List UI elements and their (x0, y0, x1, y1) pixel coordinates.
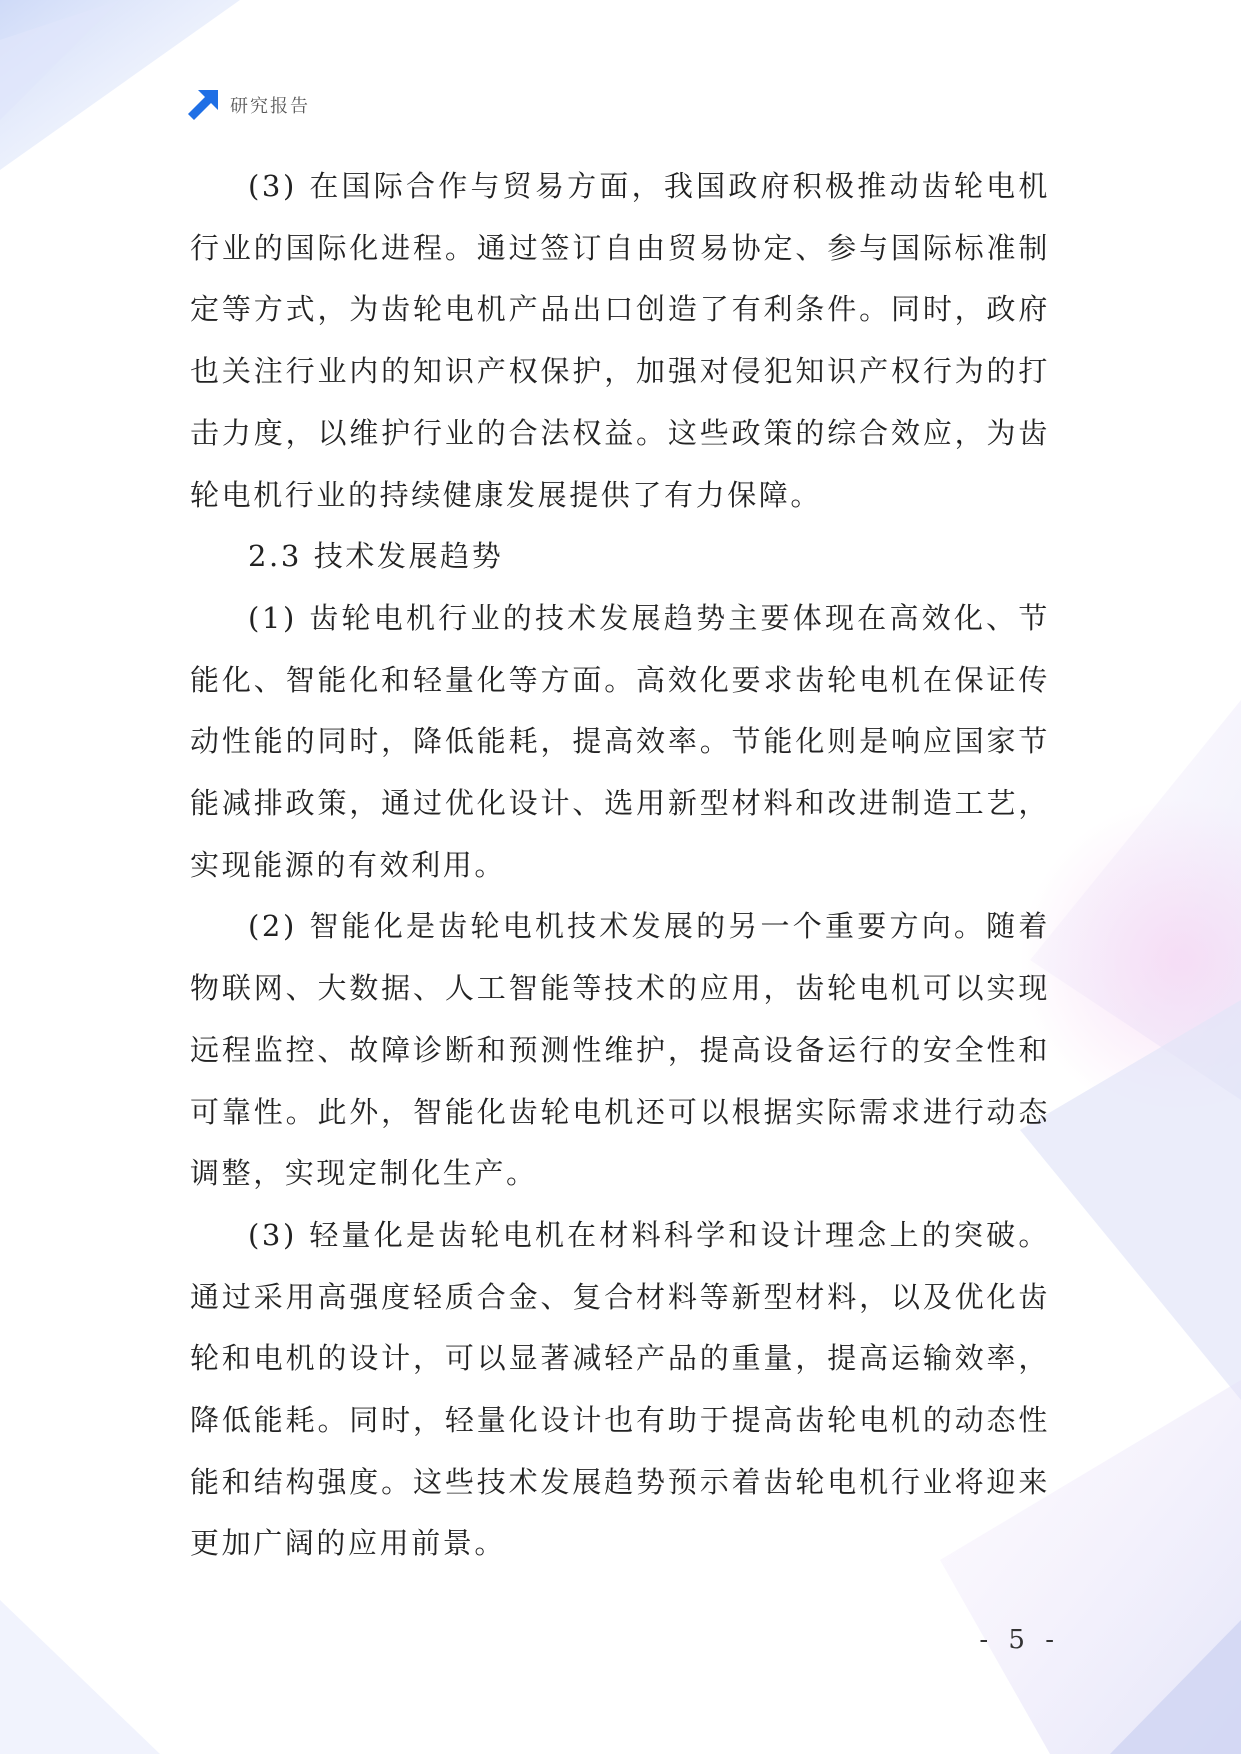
header-label: 研究报告 (230, 96, 310, 117)
arrow-up-right-icon (186, 88, 220, 122)
paragraph-trend-1: (1) 齿轮电机行业的技术发展趋势主要体现在高效化、节能化、智能化和轻量化等方面。高效化要求齿轮电机在保证传动性能的同时，降低能耗，提高效率。节能化则是响应国家节能减排政策，通过优化设计、选用新型材料和改进制造工艺，实现能源的有效利用。 (190, 600, 1050, 882)
document-body (190, 156, 1050, 1575)
section-heading: 2.3 技术发展趋势 (248, 539, 504, 574)
page-number: - 5 - (979, 1625, 1060, 1655)
paragraph-trade-policy: (3) 在国际合作与贸易方面，我国政府积极推动齿轮电机行业的国际化进程。通过签订自由贸易协定、参与国际标准制定等方式，为齿轮电机产品出口创造了有利条件。同时，政府也关注行业内的知识产权保护，加强对侵犯知识产权行为的打击力度，以维护行业的合法权益。这些政策的综合效应，为齿轮电机行业的持续健康发展提供了有力保障。 (190, 169, 1050, 512)
paragraph-trend-2: (2) 智能化是齿轮电机技术发展的另一个重要方向。随着物联网、大数据、人工智能等技术的应用，齿轮电机可以实现远程监控、故障诊断和预测性维护，提高设备运行的安全性和可靠性。此外，智能化齿轮电机还可以根据实际需求进行动态调整，实现定制化生产。 (190, 909, 1050, 1191)
report-header (186, 88, 310, 122)
paragraph-trend-3: (3) 轻量化是齿轮电机在材料科学和设计理念上的突破。通过采用高强度轻质合金、复合材料等新型材料，以及优化齿轮和电机的设计，可以显著减轻产品的重量，提高运输效率，降低能耗。同时，轻量化设计也有助于提高齿轮电机的动态性能和结构强度。这些技术发展趋势预示着齿轮电机行业将迎来更加广阔的应用前景。 (190, 1217, 1050, 1561)
